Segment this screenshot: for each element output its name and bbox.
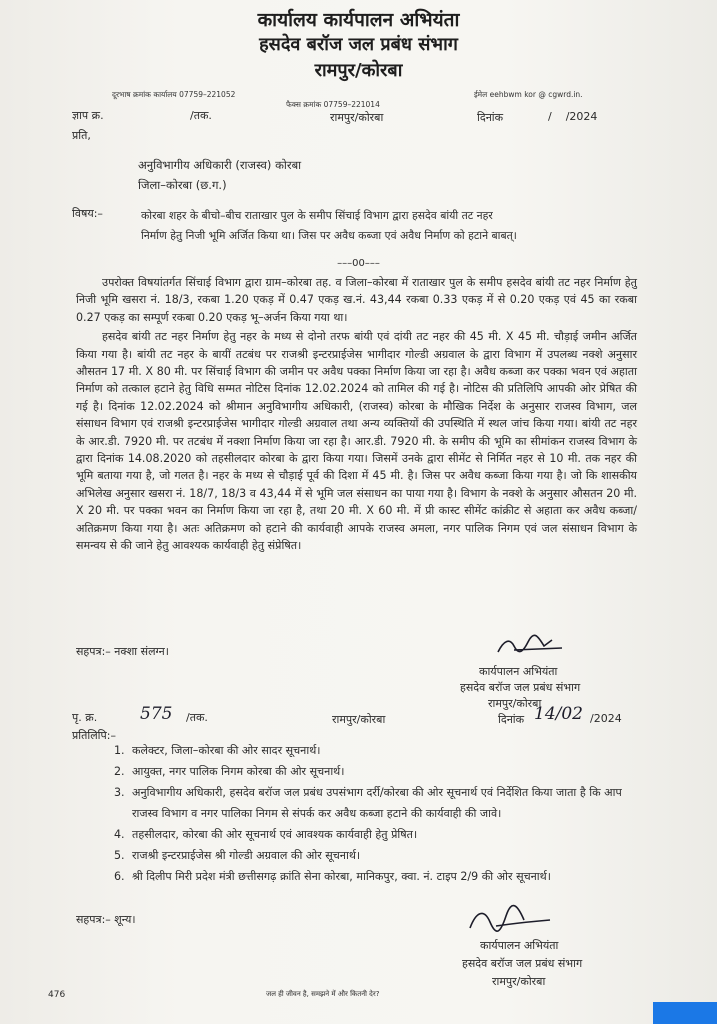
endorsement-date-value: 14/02 xyxy=(534,704,583,724)
corner-mark xyxy=(653,1002,717,1024)
copy-item-number: 4. xyxy=(114,828,125,841)
copy-item xyxy=(100,782,640,824)
signature2-place: रामपुर/कोरबा xyxy=(492,975,546,988)
copy-item xyxy=(100,740,640,761)
signature1-division: हसदेव बरॉज जल प्रबंध संभाग xyxy=(460,681,581,694)
memo-date-label: दिनांक xyxy=(477,111,504,124)
addressee-line-1: अनुविभागीय अधिकारी (राजस्व) कोरबा xyxy=(138,158,302,172)
signature-mark xyxy=(492,632,572,662)
copy-item-text: आयुक्त, नगर पालिक निगम कोरबा की ओर सूचनार्थ। xyxy=(132,765,345,778)
copy-item xyxy=(100,845,640,866)
memo-date-value: / /2024 xyxy=(548,110,598,123)
office-email: ईमेल eehbwm kor @ cgwrd.in. xyxy=(474,90,583,99)
copy-item-number: 3. xyxy=(114,786,125,799)
copy-item xyxy=(100,824,640,845)
separator: –––00––– xyxy=(337,258,380,269)
copy-item xyxy=(100,761,640,782)
enclosure-nil: सहपत्र:– शून्य। xyxy=(76,913,136,926)
subject-line-1: कोरबा शहर के बीचो–बीच राताखार पुल के समीप सिंचाई विभाग द्वारा हसदेव बांयी तट नहर xyxy=(141,209,493,222)
copy-list xyxy=(100,740,640,887)
letterhead-line-2: हसदेव बरॉज जल प्रबंध संभाग xyxy=(259,34,458,55)
copy-item-number: 2. xyxy=(114,765,125,778)
endorsement-place: रामपुर/कोरबा xyxy=(332,713,386,726)
copy-item-number: 1. xyxy=(114,744,125,757)
footer-slogan: जल ही जीवन है, समझने में और कितनी देर? xyxy=(266,990,380,998)
copy-item-text: तहसीलदार, कोरबा की ओर सूचनार्थ एवं आवश्यक कार्यवाही हेतु प्रेषित। xyxy=(132,828,418,841)
page-number: 476 xyxy=(48,990,66,1000)
memo-place: रामपुर/कोरबा xyxy=(330,111,384,124)
copy-item-number: 5. xyxy=(114,849,125,862)
signature2-division: हसदेव बरॉज जल प्रबंध संभाग xyxy=(462,957,583,970)
endorsement-number: 575 xyxy=(140,704,173,724)
signature1-place: रामपुर/कोरबा xyxy=(488,697,542,710)
addressee-prati: प्रति, xyxy=(72,129,91,142)
letter-body xyxy=(76,274,637,555)
body-paragraph-1: उपरोक्त विषयांतर्गत सिंचाई विभाग द्वारा ग्राम–कोरबा तह. व जिला–कोरबा में राताखार पुल के समीप हसदेव बांयी तट नहर निर्माण हेतु निजी भूमि खसरा नं. 18/3, रकबा 1.20 एकड़ में 0.47 एकड़ ख.नं. 43,44 रकबा 0.33 एकड़ में से 0.20 एकड़ एवं 45 का रकबा 0.27 एकड़ का सम्पूर्ण रकबा 0.20 एकड़ भू–अर्जन किया गया था। xyxy=(76,276,637,324)
signature-mark xyxy=(466,900,556,940)
signature1-designation: कार्यपालन अभियंता xyxy=(479,665,558,678)
copy-item xyxy=(100,866,640,887)
endorsement-year: /2024 xyxy=(590,712,622,725)
signature2-designation: कार्यपालन अभियंता xyxy=(480,939,559,952)
enclosure-map: सहपत्र:– नक्शा संलग्न। xyxy=(76,645,169,658)
endorsement-date-label: दिनांक xyxy=(498,713,525,726)
body-paragraph-2: हसदेव बांयी तट नहर निर्माण हेतु नहर के मध्य से दोनो तरफ बांयी एवं दांयी तट नहर की 45 मी. X 45 मी. चौड़ाई जमीन अर्जित किया गया है। बांयी तट नहर के बायीं तटबंध पर राजश्री इन्टरप्राईजेस भागीदार गोल्डी अग्रवाल के द्वारा विभाग में उपलब्ध नक्शे अनुसार औसतन 17 मी. X 80 मी. पर सिंचाई विभाग की जमीन पर अवैध पक्का निर्माण किया जा रहा है। अवैध कब्जा कर पक्का भवन एवं अहाता निर्माण को तत्काल हटाने हेतु विधि सम्मत नोटिस दिनांक 12.02.2024 को तामिल की गई है। नोटिस की प्रतिलिपि आपकी ओर प्रेषित की गई है। दिनांक 12.02.2024 को श्रीमान अनुविभागीय अधिकारी, (राजस्व) कोरबा के मौखिक निर्देश के अनुसार राजस्व विभाग, जल संसाधन विभाग एवं राजश्री इन्टरप्राईजेस भागीदार गोल्डी अग्रवाल तथा अन्य व्यक्तियों की उपस्थिति में स्थल जांच किया गया। बांयी तट नहर के आर.डी. 7920 मी. पर तटबंध में नक्शा निर्माण किया जा रहा है। आर.डी. 7920 मी. के समीप की भूमि का सीमांकन राजस्व विभाग के द्वारा दिनांक 14.08.2020 को तहसीलदार कोरबा के द्वारा किया गया। जिसमें उनके द्वारा सीमेंट से निर्मित नहर से 10 मी. तक नहर की भूमि बताया गया है, जो गलत है। नहर के मध्य से चौड़ाई पूर्व की दिशा में 45 मी. है। जिस पर अवैध कब्जा किया गया है। जो कि शासकीय अभिलेख अनुसार खसरा नं. 18/7, 18/3 व 43,44 में से भूमि जल संसाधन का पाया गया है। विभाग के नक्शे के अनुसार औसतन 20 मी. X 20 मी. पर पक्का भवन का निर्माण किया जा रहा है, तथा 20 मी. X 60 मी. में प्री कास्ट सीमेंट कांक्रीट से अहाता कर अवैध कब्जा/अतिक्रमण किया गया है। अतः अतिक्रमण को हटाने की कार्यवाही आपके राजस्व अमला, नगर पालिक निगम एवं जल संसाधन विभाग के समन्वय से की जाने हेतु आवश्यक कार्यवाही हेतु संप्रेषित। xyxy=(76,330,637,553)
copy-item-text: श्री दिलीप मिरी प्रदेश मंत्री छत्तीसगढ़ क्रांति सेना कोरबा, मानिकपुर, क्वा. नं. टाइप 2/9 की ओर सूचनार्थ। xyxy=(132,870,551,883)
copy-item-text: अनुविभागीय अधिकारी, हसदेव बरॉज जल प्रबंध उपसंभाग दर्री/कोरबा की ओर सूचनार्थ एवं निर्देशित किया जाता है कि आप राजस्व विभाग व नगर पालिका निगम से संपर्क कर अवैध कब्जा हटाने की कार्यवाही की जावे। xyxy=(132,786,622,820)
office-phone: दूरभाष क्रमांक कार्यालय 07759–221052 xyxy=(112,90,236,99)
addressee-line-2: जिला–कोरबा (छ.ग.) xyxy=(138,178,227,192)
endorsement-ref-label: पृ. क्र. xyxy=(72,711,98,724)
memo-tak: /तक. xyxy=(190,109,212,122)
copy-item-text: कलेक्टर, जिला–कोरबा की ओर सादर सूचनार्थ। xyxy=(132,744,321,757)
subject-label: विषय:– xyxy=(72,207,103,220)
endorsement-tak: /तक. xyxy=(186,711,208,724)
copy-item-number: 6. xyxy=(114,870,125,883)
copy-to-label: प्रतिलिपि:– xyxy=(72,729,116,742)
letterhead-line-1: कार्यालय कार्यपालन अभियंता xyxy=(257,9,460,31)
memo-number-label: ज्ञाप क्र. xyxy=(72,109,104,122)
letterhead-line-3: रामपुर/कोरबा xyxy=(314,60,403,81)
subject-line-2: निर्माण हेतु निजी भूमि अर्जित किया था। जिस पर अवैध कब्जा एवं अवैध निर्माण को हटाने बाबत्। xyxy=(141,229,517,242)
copy-item-text: राजश्री इन्टरप्राईजेस श्री गोल्डी अग्रवाल की ओर सूचनार्थ। xyxy=(132,849,361,862)
office-fax: फैक्स क्रमांक 07759–221014 xyxy=(286,100,380,109)
